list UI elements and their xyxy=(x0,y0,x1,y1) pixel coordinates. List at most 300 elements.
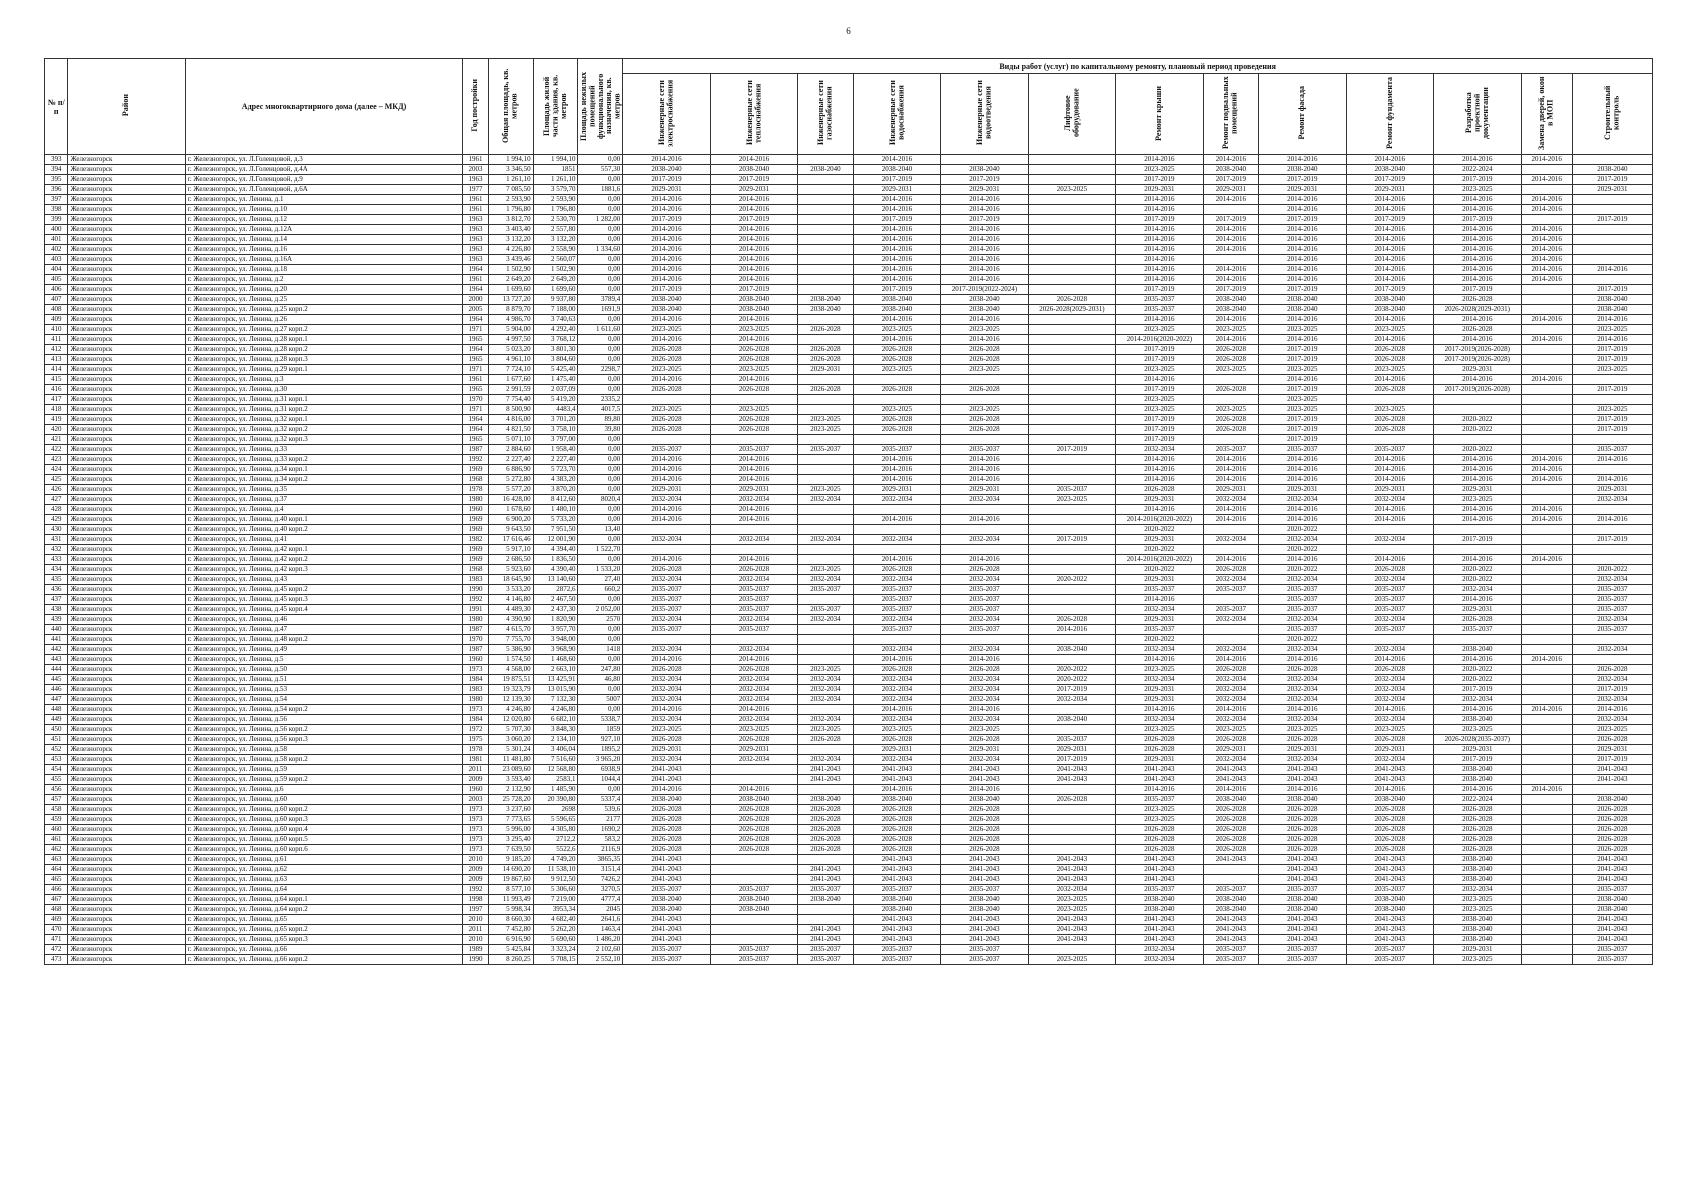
table-cell: 2026-2028 xyxy=(710,425,797,435)
header-work-1: Инженерные сети электроснабжения xyxy=(623,74,710,155)
table-cell: 2026-2028 xyxy=(1028,615,1115,625)
table-cell: 2041-2043 xyxy=(1259,915,1346,925)
table-cell: 2014-2016 xyxy=(1259,785,1346,795)
table-cell: г. Железногорск, ул. Ленина, д.54 корп.2 xyxy=(185,705,462,715)
table-cell: 1984 xyxy=(463,715,489,725)
table-cell: 1 282,00 xyxy=(578,215,623,225)
table-cell: 2014-2016 xyxy=(710,275,797,285)
table-cell: 1 261,10 xyxy=(488,175,533,185)
table-cell xyxy=(623,545,710,555)
table-cell: 2035-2037 xyxy=(1346,885,1433,895)
table-cell: 2038-2040 xyxy=(710,905,797,915)
table-cell xyxy=(1028,475,1115,485)
table-cell: 2038-2040 xyxy=(853,795,940,805)
table-cell: 2038-2040 xyxy=(941,795,1028,805)
table-cell: 2032-2034 xyxy=(853,535,940,545)
table-cell: 2026-2028 xyxy=(853,355,940,365)
table-cell: 2038-2040 xyxy=(1028,715,1115,725)
table-cell: 2 134,10 xyxy=(533,735,578,745)
table-cell: 0,00 xyxy=(578,205,623,215)
table-cell xyxy=(1572,655,1652,665)
table-cell: 1975 xyxy=(463,735,489,745)
table-cell: 1 958,40 xyxy=(533,445,578,455)
table-cell: Железногорск xyxy=(68,645,185,655)
table-cell: 2014-2016 xyxy=(1116,595,1203,605)
table-cell: г. Железногорск, ул. Ленина, д.26 xyxy=(185,315,462,325)
table-cell: 2035-2037 xyxy=(1259,945,1346,955)
table-cell: 2026-2028 xyxy=(710,345,797,355)
table-cell: 2035-2037 xyxy=(1259,625,1346,635)
table-cell: 1964 xyxy=(463,415,489,425)
table-cell: 2014-2016 xyxy=(1521,155,1572,165)
table-cell: 2023-2025 xyxy=(1259,725,1346,735)
table-cell: 459 xyxy=(45,815,68,825)
table-cell: 2014-2016 xyxy=(1259,475,1346,485)
table-cell: 2014-2016 xyxy=(1572,335,1652,345)
table-cell: 2014-2016 xyxy=(853,455,940,465)
table-cell: 3 060,20 xyxy=(488,735,533,745)
table-row xyxy=(45,695,1653,705)
table-row xyxy=(45,215,1653,225)
table-cell: 2026-2028 xyxy=(798,835,853,845)
table-row xyxy=(45,885,1653,895)
table-cell: 2026-2028 xyxy=(1434,825,1521,835)
table-cell: 2010 xyxy=(463,915,489,925)
table-cell: 5522,6 xyxy=(533,845,578,855)
table-cell xyxy=(1521,935,1572,945)
table-cell: 2014-2016 xyxy=(1259,705,1346,715)
table-cell xyxy=(941,395,1028,405)
table-cell: 1960 xyxy=(463,505,489,515)
table-cell xyxy=(798,525,853,535)
table-cell: 2041-2043 xyxy=(853,765,940,775)
table-cell: 421 xyxy=(45,435,68,445)
table-cell: 1992 xyxy=(463,595,489,605)
table-cell: 0,00 xyxy=(578,515,623,525)
table-cell: 2014-2016 xyxy=(853,155,940,165)
table-cell: 2017-2019 xyxy=(1572,415,1652,425)
table-cell: 2026-2028 xyxy=(623,845,710,855)
table-cell: 2023-2025 xyxy=(710,405,797,415)
table-cell xyxy=(1028,605,1115,615)
table-cell: 2023-2025 xyxy=(1028,955,1115,965)
table-cell: 2026-2028 xyxy=(798,345,853,355)
table-cell: 2026-2028 xyxy=(623,385,710,395)
header-work-2: Инженерные сети теплоснабжения xyxy=(710,74,797,155)
table-row xyxy=(45,265,1653,275)
table-cell: 2020-2022 xyxy=(1116,525,1203,535)
table-cell xyxy=(1521,665,1572,675)
table-cell xyxy=(1521,435,1572,445)
table-cell: Железногорск xyxy=(68,215,185,225)
table-cell: 2035-2037 xyxy=(623,445,710,455)
table-cell: 2017-2019(2026-2028) xyxy=(1434,345,1521,355)
table-cell: 5 306,60 xyxy=(533,885,578,895)
table-cell: 1 611,60 xyxy=(578,325,623,335)
table-cell: 2032-2034 xyxy=(710,535,797,545)
table-cell: 2017-2019 xyxy=(1116,355,1203,365)
table-cell: 2029-2031 xyxy=(1572,185,1652,195)
table-cell: 1971 xyxy=(463,365,489,375)
table-cell: 2035-2037 xyxy=(1346,445,1433,455)
table-row xyxy=(45,895,1653,905)
table-cell: г. Железногорск, ул. Ленина, д.60 корп.5 xyxy=(185,835,462,845)
table-cell: г. Железногорск, ул. Ленина, д.42 корп.3 xyxy=(185,565,462,575)
table-cell: 2029-2031 xyxy=(853,485,940,495)
table-cell: 2020-2022 xyxy=(1434,675,1521,685)
table-cell xyxy=(798,405,853,415)
table-cell: Железногорск xyxy=(68,155,185,165)
table-cell: 3 848,30 xyxy=(533,725,578,735)
table-cell: 2041-2043 xyxy=(1346,865,1433,875)
table-cell: 2023-2025 xyxy=(798,565,853,575)
table-cell: 2032-2034 xyxy=(1203,675,1258,685)
table-cell: 2026-2028 xyxy=(1259,735,1346,745)
table-cell: 452 xyxy=(45,745,68,755)
table-cell: 2026-2028 xyxy=(941,805,1028,815)
table-cell: 2014-2016 xyxy=(941,705,1028,715)
table-cell: 2041-2043 xyxy=(1259,925,1346,935)
table-cell: 1998 xyxy=(463,895,489,905)
table-cell: г. Железногорск, ул. Ленина, д.29 корп.1 xyxy=(185,365,462,375)
table-cell xyxy=(1572,195,1652,205)
table-cell: 456 xyxy=(45,785,68,795)
table-cell xyxy=(1203,595,1258,605)
table-cell: 2023-2025 xyxy=(1116,815,1203,825)
table-row xyxy=(45,545,1653,555)
table-cell: 2014-2016(2020-2022) xyxy=(1116,515,1203,525)
table-cell: 2041-2043 xyxy=(1259,765,1346,775)
table-cell: 2032-2034 xyxy=(1203,535,1258,545)
table-cell xyxy=(1028,205,1115,215)
table-cell: 2032-2034 xyxy=(1259,495,1346,505)
table-cell: 2035-2037 xyxy=(798,955,853,965)
table-cell: 2029-2031 xyxy=(1116,695,1203,705)
table-cell: 13 425,91 xyxy=(533,675,578,685)
table-cell: 12 020,80 xyxy=(488,715,533,725)
table-cell: 2026-2028 xyxy=(941,345,1028,355)
table-cell: 2023-2025 xyxy=(1572,325,1652,335)
table-cell xyxy=(623,525,710,535)
table-cell: 2041-2043 xyxy=(1572,915,1652,925)
table-cell: 1 820,90 xyxy=(533,615,578,625)
table-cell: 2014-2016 xyxy=(1203,515,1258,525)
table-cell: 2014-2016 xyxy=(1203,225,1258,235)
table-cell: 6 900,20 xyxy=(488,515,533,525)
table-cell: 420 xyxy=(45,425,68,435)
table-cell: 2038-2040 xyxy=(798,295,853,305)
header-total-area: Общая площадь, кв. метров xyxy=(488,59,533,155)
table-cell: 413 xyxy=(45,355,68,365)
table-cell: г. Железногорск, ул. Ленина, д.63 xyxy=(185,875,462,885)
table-row xyxy=(45,585,1653,595)
table-cell: 2032-2034 xyxy=(623,645,710,655)
table-cell: 0,00 xyxy=(578,555,623,565)
table-cell: 2014-2016 xyxy=(1346,465,1433,475)
table-cell: 2038-2040 xyxy=(1116,905,1203,915)
table-cell: 2029-2031 xyxy=(623,745,710,755)
table-cell: 2014-2016 xyxy=(710,265,797,275)
table-cell: 411 xyxy=(45,335,68,345)
table-cell: 2020-2022 xyxy=(1028,665,1115,675)
table-cell: 2641,6 xyxy=(578,915,623,925)
table-cell: 2032-2034 xyxy=(1572,575,1652,585)
table-cell xyxy=(1521,445,1572,455)
table-cell: 5 419,20 xyxy=(533,395,578,405)
table-cell: 2038-2040 xyxy=(1434,715,1521,725)
table-cell: 2026-2028 xyxy=(798,355,853,365)
table-cell: 2014-2016 xyxy=(853,555,940,565)
table-cell: 2023-2025 xyxy=(1572,405,1652,415)
table-cell: Железногорск xyxy=(68,315,185,325)
table-cell: 457 xyxy=(45,795,68,805)
table-cell: 2014-2016 xyxy=(1521,205,1572,215)
table-cell xyxy=(853,525,940,535)
table-cell: 2029-2031 xyxy=(1116,575,1203,585)
table-row xyxy=(45,625,1653,635)
table-cell xyxy=(798,255,853,265)
table-cell: Железногорск xyxy=(68,675,185,685)
table-cell: 2 884,60 xyxy=(488,445,533,455)
table-cell: 2023-2025 xyxy=(798,665,853,675)
table-cell: 2 467,50 xyxy=(533,595,578,605)
table-cell: 2035-2037 xyxy=(1259,955,1346,965)
table-cell: 2038-2040 xyxy=(853,295,940,305)
table-cell: 0,00 xyxy=(578,375,623,385)
table-cell: Железногорск xyxy=(68,695,185,705)
table-cell: 2041-2043 xyxy=(623,775,710,785)
table-cell: 2014-2016 xyxy=(1521,195,1572,205)
table-cell xyxy=(1028,465,1115,475)
table-cell: 5 923,60 xyxy=(488,565,533,575)
table-cell: 2014-2016 xyxy=(1346,245,1433,255)
table-cell: 2035-2037 xyxy=(1116,305,1203,315)
table-cell: 2023-2025 xyxy=(941,405,1028,415)
table-cell: 2041-2043 xyxy=(798,775,853,785)
table-row xyxy=(45,655,1653,665)
table-cell xyxy=(1434,525,1521,535)
table-cell: 2032-2034 xyxy=(798,495,853,505)
table-cell: 416 xyxy=(45,385,68,395)
table-cell: 0,00 xyxy=(578,785,623,795)
table-cell xyxy=(1028,815,1115,825)
table-cell: 2014-2016 xyxy=(853,475,940,485)
table-cell: 400 xyxy=(45,225,68,235)
table-cell: 1973 xyxy=(463,665,489,675)
table-cell: 2017-2019 xyxy=(1572,755,1652,765)
table-cell: 0,00 xyxy=(578,685,623,695)
table-cell: 2041-2043 xyxy=(1572,775,1652,785)
table-cell xyxy=(853,375,940,385)
table-cell: 438 xyxy=(45,605,68,615)
table-cell: г. Железногорск, ул. Ленина, д.60 xyxy=(185,795,462,805)
table-row xyxy=(45,405,1653,415)
table-cell: 2014-2016 xyxy=(1346,375,1433,385)
table-cell: 401 xyxy=(45,235,68,245)
table-cell: 4 305,80 xyxy=(533,825,578,835)
table-cell xyxy=(1521,955,1572,965)
table-row xyxy=(45,315,1653,325)
table-row xyxy=(45,855,1653,865)
table-cell: 1964 xyxy=(463,345,489,355)
table-cell: 2032-2034 xyxy=(853,615,940,625)
table-cell: 2032-2034 xyxy=(1028,885,1115,895)
table-cell: 2026-2028 xyxy=(798,845,853,855)
table-cell: 2041-2043 xyxy=(853,865,940,875)
table-cell: 2032-2034 xyxy=(1116,715,1203,725)
table-row xyxy=(45,495,1653,505)
table-cell: 2026-2028 xyxy=(1116,485,1203,495)
table-cell: 2020-2022 xyxy=(1434,665,1521,675)
table-cell: 5 425,40 xyxy=(533,365,578,375)
table-cell: 2014-2016 xyxy=(623,195,710,205)
table-cell xyxy=(941,435,1028,445)
table-cell: г. Железногорск, ул. Ленина, д.5 xyxy=(185,655,462,665)
table-cell: Железногорск xyxy=(68,415,185,425)
table-cell: 2026-2028 xyxy=(1259,835,1346,845)
table-cell xyxy=(710,545,797,555)
table-cell: 466 xyxy=(45,885,68,895)
table-cell: 2026-2028 xyxy=(1203,845,1258,855)
table-cell: Железногорск xyxy=(68,705,185,715)
table-cell: 2023-2025 xyxy=(710,325,797,335)
table-cell xyxy=(1028,155,1115,165)
table-cell: 2032-2034 xyxy=(710,495,797,505)
table-cell: 2014-2016 xyxy=(710,335,797,345)
table-cell: Железногорск xyxy=(68,475,185,485)
table-cell: 2026-2028 xyxy=(1434,325,1521,335)
table-cell: 2023-2025 xyxy=(1028,895,1115,905)
table-cell: 446 xyxy=(45,685,68,695)
table-cell: 2032-2034 xyxy=(710,645,797,655)
table-cell: 424 xyxy=(45,465,68,475)
table-cell: 1980 xyxy=(463,495,489,505)
table-cell: 2014-2016 xyxy=(941,475,1028,485)
table-cell: 2023-2025 xyxy=(1434,495,1521,505)
table-cell: 1963 xyxy=(463,175,489,185)
table-cell: 2026-2028 xyxy=(710,385,797,395)
table-cell: г. Железногорск, ул. Ленина, д.18 xyxy=(185,265,462,275)
table-cell: 2 649,20 xyxy=(488,275,533,285)
table-cell: 8 500,90 xyxy=(488,405,533,415)
table-cell: 2038-2040 xyxy=(710,295,797,305)
table-cell: 2035-2037 xyxy=(853,625,940,635)
table-cell xyxy=(1572,155,1652,165)
table-cell: 2014-2016 xyxy=(1434,205,1521,215)
header-work-6: Лифтовое оборудование xyxy=(1028,74,1115,155)
table-cell xyxy=(1346,635,1433,645)
table-cell: 2029-2031 xyxy=(1259,485,1346,495)
table-cell: 1965 xyxy=(463,335,489,345)
table-cell: 557,30 xyxy=(578,165,623,175)
table-cell: 2026-2028 xyxy=(798,385,853,395)
table-cell: 2032-2034 xyxy=(853,495,940,505)
table-cell: 2041-2043 xyxy=(1116,915,1203,925)
table-cell: 2026-2028 xyxy=(623,825,710,835)
table-cell: 2041-2043 xyxy=(798,765,853,775)
table-cell: 2038-2040 xyxy=(623,895,710,905)
table-cell: 4 489,30 xyxy=(488,605,533,615)
table-cell: 4 146,80 xyxy=(488,595,533,605)
table-cell: 2026-2028(2029-2031) xyxy=(1434,305,1521,315)
table-cell: 440 xyxy=(45,625,68,635)
table-cell: 2014-2016 xyxy=(1521,555,1572,565)
table-cell: 2026-2028 xyxy=(1203,735,1258,745)
table-cell: 2038-2040 xyxy=(623,165,710,175)
table-cell: 2041-2043 xyxy=(853,935,940,945)
table-cell: 2177 xyxy=(578,815,623,825)
table-cell: 2014-2016 xyxy=(1521,655,1572,665)
table-cell: 2026-2028 xyxy=(623,805,710,815)
table-cell: г. Железногорск, ул. Ленина, д.60 корп.4 xyxy=(185,825,462,835)
table-cell xyxy=(1521,355,1572,365)
table-cell: 470 xyxy=(45,925,68,935)
table-cell: 2035-2037 xyxy=(1203,585,1258,595)
table-cell: 2023-2025 xyxy=(1346,325,1433,335)
table-cell: 2014-2016 xyxy=(1572,705,1652,715)
table-cell: г. Железногорск, ул. Ленина, д.45 корп.3 xyxy=(185,595,462,605)
table-cell: 2014-2016 xyxy=(1346,785,1433,795)
table-cell xyxy=(710,395,797,405)
table-cell: 2014-2016 xyxy=(1434,195,1521,205)
table-cell: 2032-2034 xyxy=(941,645,1028,655)
table-cell: 417 xyxy=(45,395,68,405)
table-cell: 2010 xyxy=(463,935,489,945)
table-cell: 2035-2037 xyxy=(1572,585,1652,595)
table-cell: 2017-2019 xyxy=(1116,415,1203,425)
table-cell: 2026-2028 xyxy=(1203,825,1258,835)
table-cell xyxy=(1521,575,1572,585)
table-cell: 2029-2031 xyxy=(941,745,1028,755)
table-cell: 2023-2025 xyxy=(1203,725,1258,735)
table-cell: г. Железногорск, ул. Ленина, д.47 xyxy=(185,625,462,635)
table-cell: 2032-2034 xyxy=(941,715,1028,725)
table-cell: 2023-2025 xyxy=(1116,665,1203,675)
table-cell: Железногорск xyxy=(68,825,185,835)
table-cell: 2017-2019 xyxy=(1434,175,1521,185)
table-cell: 8 412,60 xyxy=(533,495,578,505)
table-cell: 1 677,60 xyxy=(488,375,533,385)
table-cell: г. Железногорск, ул. Ленина, д.65 xyxy=(185,915,462,925)
table-cell xyxy=(798,335,853,345)
table-cell: 397 xyxy=(45,195,68,205)
table-cell: г. Железногорск, ул. Ленина, д.53 xyxy=(185,685,462,695)
table-cell: 2032-2034 xyxy=(941,615,1028,625)
table-cell: 2017-2019 xyxy=(1259,175,1346,185)
table-cell: 2023-2025 xyxy=(1203,365,1258,375)
table-cell: 2014-2016 xyxy=(1521,265,1572,275)
table-cell: 2032-2034 xyxy=(798,535,853,545)
table-row xyxy=(45,475,1653,485)
table-cell: 5 023,20 xyxy=(488,345,533,355)
header-num: № п/п xyxy=(45,59,68,155)
table-cell: 2032-2034 xyxy=(1346,575,1433,585)
table-cell: 2014-2016 xyxy=(1116,465,1203,475)
table-cell: 2032-2034 xyxy=(1572,715,1652,725)
table-cell xyxy=(1203,635,1258,645)
table-cell: 2035-2037 xyxy=(941,955,1028,965)
table-cell: 9 643,50 xyxy=(488,525,533,535)
table-cell: 2014-2016 xyxy=(1259,505,1346,515)
table-cell: 2014-2016 xyxy=(1346,455,1433,465)
table-cell: г. Железногорск, ул. Ленина, д.31 корп.2 xyxy=(185,405,462,415)
table-cell: 2032-2034 xyxy=(1434,585,1521,595)
table-cell: Железногорск xyxy=(68,735,185,745)
table-cell: 2026-2028 xyxy=(1028,295,1115,305)
table-cell: Железногорск xyxy=(68,605,185,615)
table-cell: Железногорск xyxy=(68,435,185,445)
table-cell xyxy=(623,635,710,645)
